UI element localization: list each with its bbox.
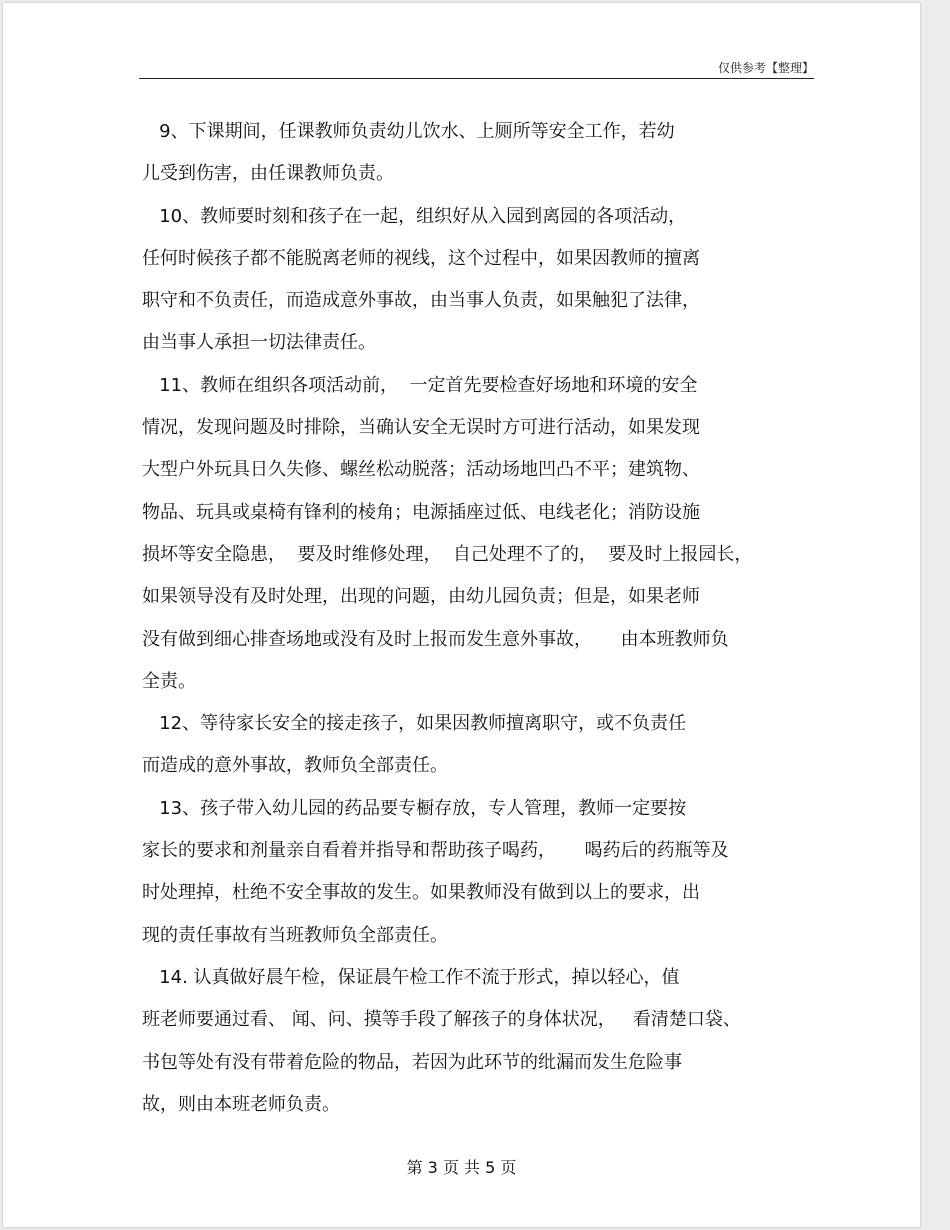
text-line: 故，则由本班老师负责。 bbox=[142, 1093, 340, 1115]
text-line: 职守和不负责任，而造成意外事故，由当事人负责，如果触犯了法律， bbox=[142, 290, 700, 312]
paragraph-11 bbox=[142, 365, 814, 703]
page-header bbox=[139, 55, 814, 79]
text-line: 书包等处有没有带着危险的物品，若因为此环节的纰漏而发生危险事 bbox=[142, 1051, 682, 1073]
paragraph-13 bbox=[142, 788, 814, 957]
header-note: 仅供参考【整理】 bbox=[717, 61, 814, 75]
document-page bbox=[3, 3, 920, 1227]
text-line: 物品、玩具或桌椅有锋利的棱角；电源插座过低、电线老化；消防设施 bbox=[142, 501, 700, 523]
text-line: 现的责任事故有当班教师负全部责任。 bbox=[142, 924, 448, 946]
text-line: 而造成的意外事故，教师负全部责任。 bbox=[142, 755, 448, 777]
paragraph-9 bbox=[142, 111, 814, 196]
text-line: 儿受到伤害，由任课教师负责。 bbox=[142, 163, 394, 185]
text-line: 10、教师要时刻和孩子在一起，组织好从入园到离园的各项活动， bbox=[142, 205, 687, 227]
text-line: 14. 认真做好晨午检，保证晨午检工作不流于形式，掉以轻心，值 bbox=[142, 966, 680, 988]
text-line: 任何时候孩子都不能脱离老师的视线，这个过程中，如果因教师的擅离 bbox=[142, 247, 700, 269]
page-number: 第 3 页 共 5 页 bbox=[406, 1158, 517, 1177]
text-line: 班老师要通过看、 闻、问、摸等手段了解孩子的身体状况， 看清楚口袋、 bbox=[142, 1009, 741, 1031]
text-line: 由当事人承担一切法律责任。 bbox=[142, 332, 376, 354]
paragraph-14 bbox=[142, 957, 814, 1126]
text-line: 如果领导没有及时处理，出现的问题，由幼儿园负责；但是，如果老师 bbox=[142, 586, 700, 608]
text-line: 12、等待家长安全的接走孩子，如果因教师擅离职守，或不负责任 bbox=[142, 713, 687, 735]
text-line: 9、下课期间，任课教师负责幼儿饮水、上厕所等安全工作，若幼 bbox=[142, 121, 675, 142]
text-line: 时处理掉，杜绝不安全事故的发生。如果教师没有做到以上的要求，出 bbox=[142, 882, 700, 904]
text-line: 全责。 bbox=[142, 670, 196, 692]
text-line: 家长的要求和剂量亲自看着并指导和帮助孩子喝药， 喝药后的药瓶等及 bbox=[142, 840, 729, 862]
text-line: 11、教师在组织各项活动前， 一定首先要检查好场地和环境的安全 bbox=[142, 374, 698, 396]
text-line: 情况，发现问题及时排除，当确认安全无误时方可进行活动，如果发现 bbox=[142, 417, 700, 439]
paragraph-10 bbox=[142, 196, 814, 365]
text-line: 没有做到细心排查场地或没有及时上报而发生意外事故， 由本班教师负 bbox=[142, 628, 729, 650]
body-text bbox=[142, 111, 814, 1126]
page-footer bbox=[3, 1155, 920, 1178]
text-line: 13、孩子带入幼儿园的药品要专橱存放，专人管理，教师一定要按 bbox=[142, 797, 687, 819]
text-line: 损坏等安全隐患， 要及时维修处理， 自己处理不了的， 要及时上报园长， bbox=[142, 543, 753, 565]
text-line: 大型户外玩具日久失修、螺丝松动脱落；活动场地凹凸不平；建筑物、 bbox=[142, 459, 700, 481]
header-rule bbox=[139, 78, 814, 79]
paragraph-12 bbox=[142, 703, 814, 788]
